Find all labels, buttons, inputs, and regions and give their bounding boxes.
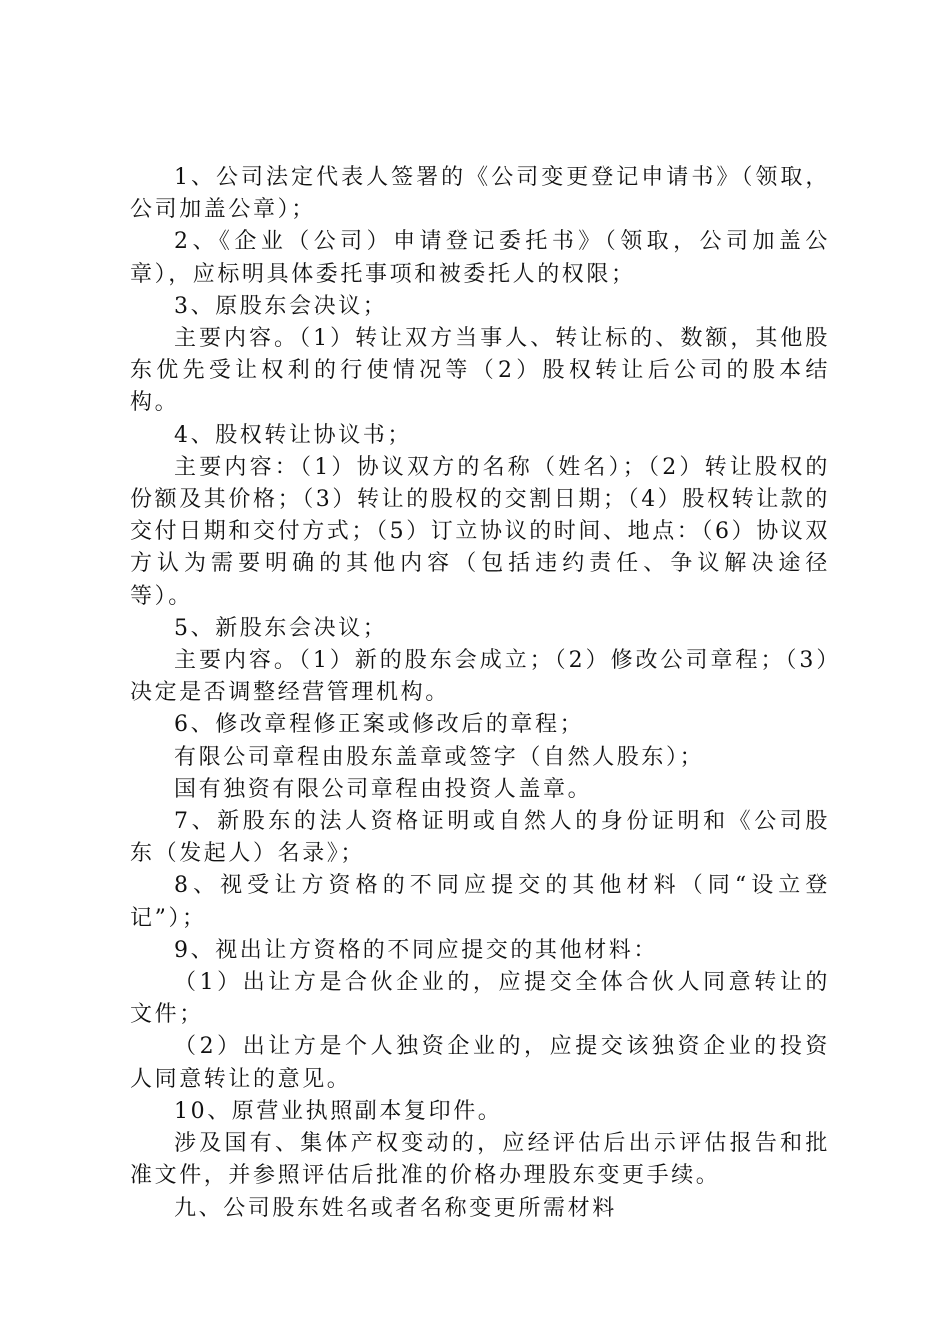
paragraph-12: 7、新股东的法人资格证明或自然人的身份证明和《公司股东（发起人）名录》； (130, 809, 830, 867)
paragraph-15: （1）出让方是合伙企业的，应提交全体合伙人同意转让的文件； (130, 970, 830, 1028)
paragraph-10: 有限公司章程由股东盖章或签字（自然人股东）； (174, 744, 705, 770)
paragraph-2: 2、《企业（公司）申请登记委托书》（领取，公司加盖公章），应标明具体委托事项和被委托人的权限； (130, 229, 830, 287)
paragraph-14: 9、视出让方资格的不同应提交的其他材料： (174, 937, 658, 963)
document-body (130, 162, 830, 1225)
paragraph-18: 涉及国有、集体产权变动的，应经评估后出示评估报告和批准文件，并参照评估后批准的价格办理股东变更手续。 (130, 1131, 830, 1189)
paragraph-8: 主要内容。（1）新的股东会成立；（2）修改公司章程；（3）决定是否调整经营管理机构。 (130, 648, 830, 706)
paragraph-19: 九、公司股东姓名或者名称变更所需材料 (174, 1195, 617, 1221)
paragraph-9: 6、修改章程修正案或修改后的章程； (174, 712, 585, 738)
paragraph-13: 8、视受让方资格的不同应提交的其他材料（同“设立登记”）； (130, 873, 830, 931)
paragraph-11: 国有独资有限公司章程由投资人盖章。 (174, 776, 593, 802)
paragraph-4: 主要内容。（1）转让双方当事人、转让标的、数额，其他股东优先受让权利的行使情况等（2）股权转让后公司的股本结构。 (130, 326, 830, 416)
paragraph-1: 1、公司法定代表人签署的《公司变更登记申请书》（领取，公司加盖公章）； (130, 165, 830, 223)
paragraph-16: （2）出让方是个人独资企业的，应提交该独资企业的投资人同意转让的意见。 (130, 1034, 830, 1092)
paragraph-5: 4、股权转让协议书； (174, 422, 412, 448)
paragraph-17: 10、原营业执照副本复印件。 (174, 1098, 503, 1124)
paragraph-7: 5、新股东会决议； (174, 615, 388, 641)
paragraph-3: 3、原股东会决议； (174, 293, 388, 319)
paragraph-6: 主要内容：（1）协议双方的名称（姓名）；（2）转让股权的份额及其价格；（3）转让的股权的交割日期；（4）股权转让款的交付日期和交付方式；（5）订立协议的时间、地点：（6）协议双方认为需要明确的其他内容（包括违约责任、争议解决途径等）。 (130, 454, 830, 609)
